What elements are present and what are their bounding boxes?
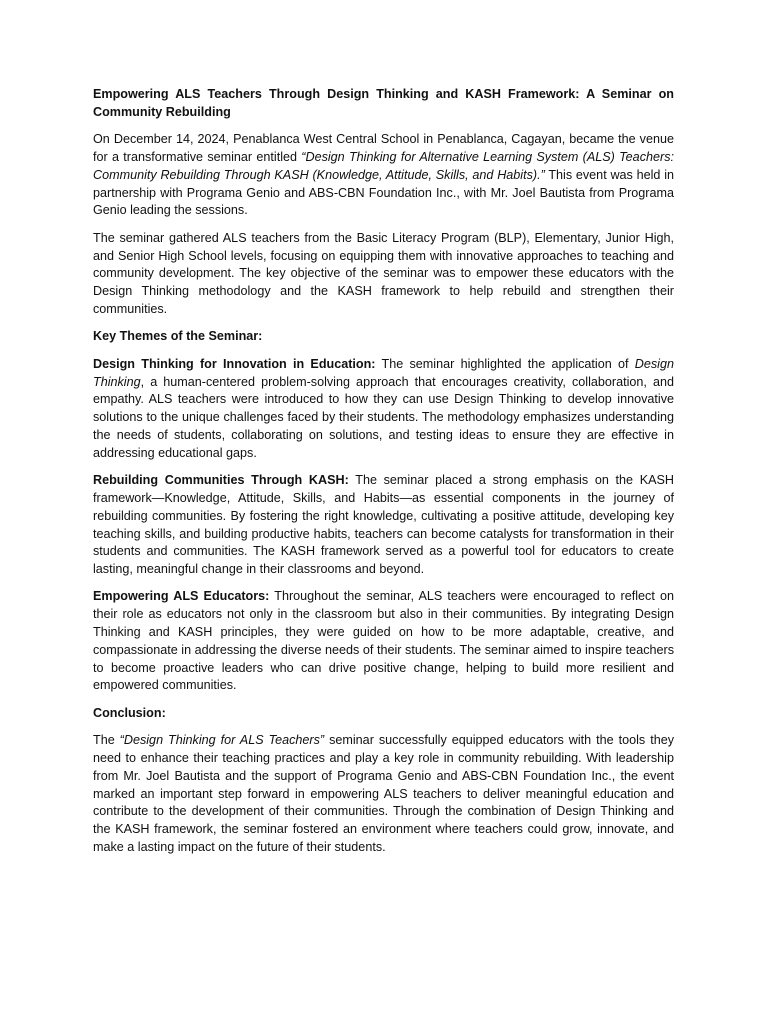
- conclusion-paragraph: [93, 732, 674, 857]
- conclusion-text-before: The: [93, 733, 120, 748]
- theme-design-thinking-label: Design Thinking for Innovation in Education:: [93, 356, 376, 371]
- theme-educators-paragraph: [93, 588, 674, 695]
- intro-seminar-title: “Design Thinking for Alternative Learning System (ALS) Teachers: Community Rebuilding Through KASH (Knowledge, Attitude, Skills, and Habits).”: [93, 149, 674, 182]
- theme-educators-text: Throughout the seminar, ALS teachers were encouraged to reflect on their role as educators not only in the classroom but also in their communities. By integrating Design Thinking and KASH principles, they were guided on how to be more adaptable, creative, and compassionate in addressing the diverse needs of their students. The seminar aimed to inspire teachers to become proactive leaders who can drive positive change, helping to build more resilient and empowered communities.: [93, 589, 674, 693]
- intro-text-before: On December 14, 2024, Penablanca West Central School in Penablanca, Cagayan, became the venue for a transformative seminar entitled: [93, 132, 674, 164]
- key-themes-heading-text: Key Themes of the Seminar:: [93, 329, 263, 344]
- document-title: [93, 86, 674, 122]
- theme-design-thinking-italic: Design Thinking: [93, 356, 674, 389]
- theme-kash-label: Rebuilding Communities Through KASH:: [93, 473, 349, 488]
- theme-kash-paragraph: [93, 472, 674, 579]
- intro-paragraph: [93, 131, 674, 220]
- theme-kash-text: The seminar placed a strong emphasis on the KASH framework—Knowledge, Attitude, Skills, and Habits—as essential components in the journey of rebuilding communities. By fostering the right knowledge, cultivating a positive attitude, developing key teaching skills, and building productive habits, teachers can become catalysts for transformation in their students and communities. The KASH framework served as a powerful tool for educators to create lasting, meaningful change in their classrooms and beyond.: [93, 473, 674, 577]
- participants-paragraph: [93, 230, 674, 319]
- conclusion-italic-title: “Design Thinking for ALS Teachers”: [119, 733, 325, 748]
- key-themes-heading: [93, 328, 674, 346]
- intro-text-after: This event was held in partnership with Programa Genio and ABS-CBN Foundation Inc., with Mr. Joel Bautista from Programa Genio leading the sessions.: [93, 167, 675, 218]
- document-title-text: Empowering ALS Teachers Through Design Thinking and KASH Framework: A Seminar on Community Rebuilding: [93, 87, 674, 119]
- participants-text: The seminar gathered ALS teachers from the Basic Literacy Program (BLP), Elementary, Junior High, and Senior High School levels, focusing on equipping them with innovative approaches to teaching and community development. The key objective of the seminar was to empower these educators with the Design Thinking methodology and the KASH framework to help rebuild and strengthen their communities.: [93, 230, 674, 316]
- theme-design-thinking-text-after: , a human-centered problem-solving approach that encourages creativity, collaboration, and empathy. ALS teachers were introduced to how they can use Design Thinking to develop innovative solutions to the unique challenges faced by their students. The methodology emphasizes understanding the needs of students, collaborating on solutions, and testing ideas to ensure they are effective in addressing educational gaps.: [93, 374, 674, 460]
- theme-design-thinking-text-before: The seminar highlighted the application of: [375, 356, 635, 371]
- conclusion-text-after: seminar successfully equipped educators with the tools they need to enhance their teaching practices and play a key role in community rebuilding. With leadership from Mr. Joel Bautista and the support of Programa Genio and ABS-CBN Foundation Inc., the event marked an important step forward in empowering ALS teachers to deliver meaningful education and contribute to the development of their communities. Through the combination of Design Thinking and the KASH framework, the seminar fostered an environment where teachers could grow, innovate, and make a lasting impact on the future of their students.: [93, 733, 674, 855]
- theme-design-thinking-paragraph: [93, 356, 674, 463]
- document-page: [93, 86, 674, 866]
- theme-educators-label: Empowering ALS Educators:: [93, 589, 270, 604]
- conclusion-heading-text: Conclusion:: [93, 705, 166, 720]
- conclusion-heading: [93, 705, 674, 723]
